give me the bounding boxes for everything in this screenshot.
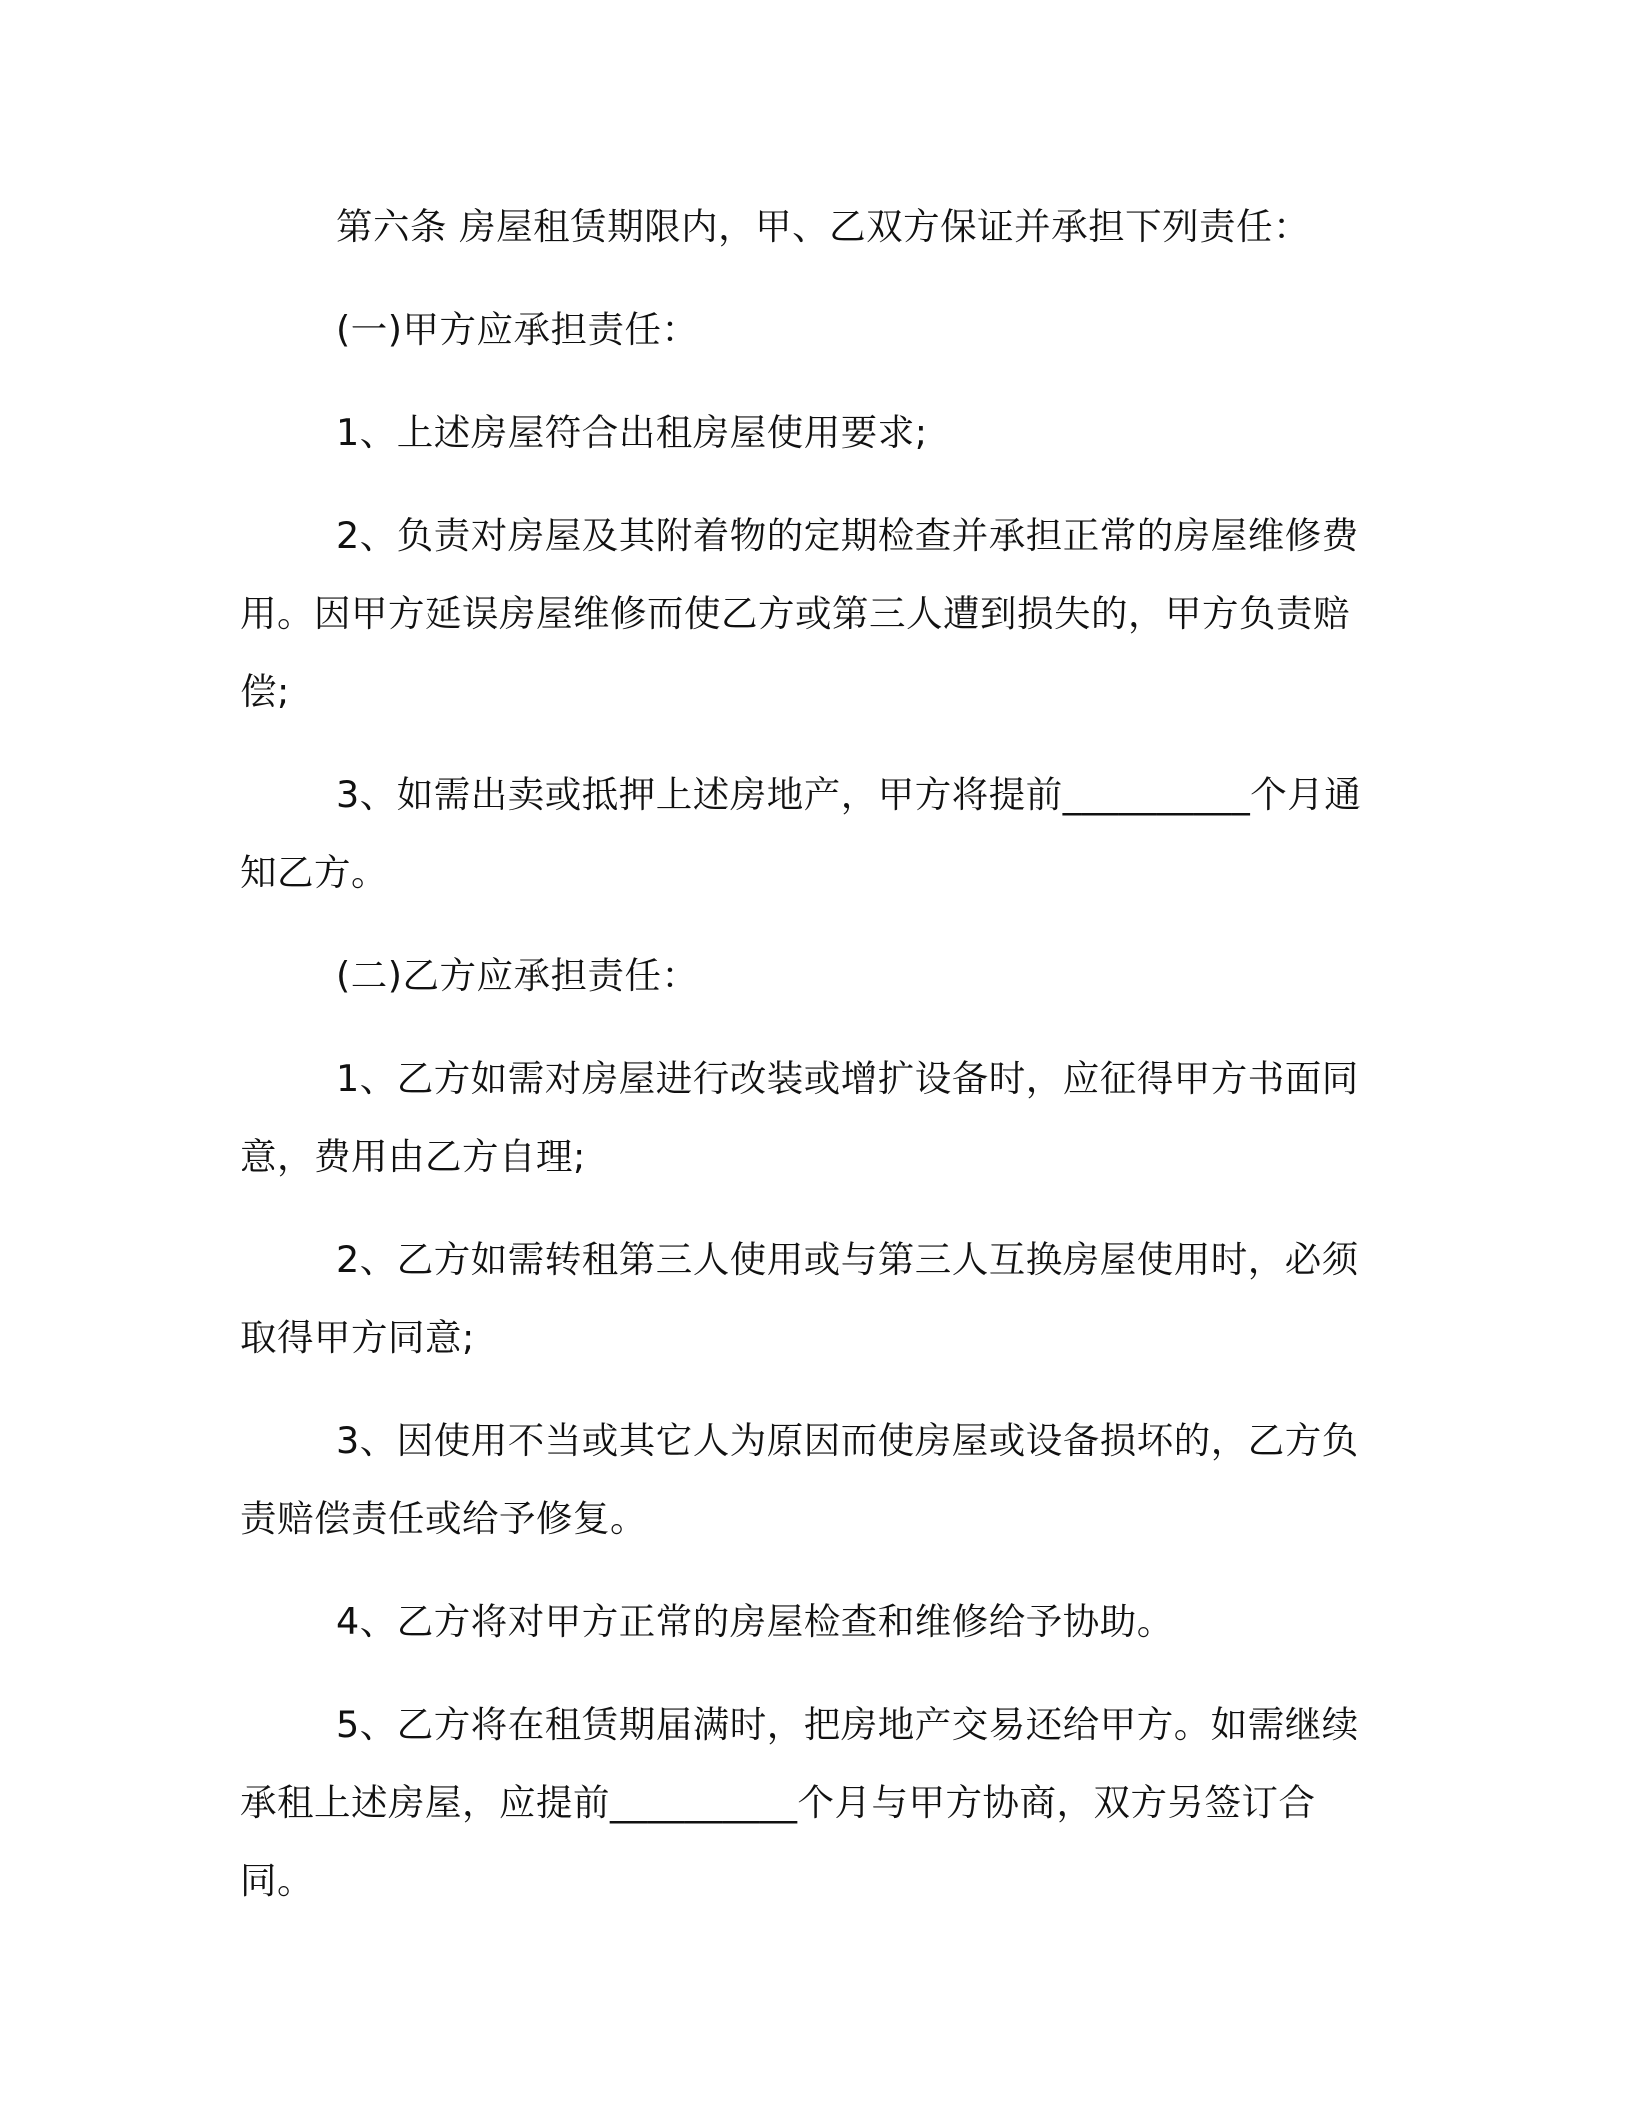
document-body [240,188,1375,1945]
party-a-item-3: 3、如需出卖或抵押上述房地产，甲方将提前__________个月通知乙方。 [240,773,1362,894]
party-b-item-1: 1、乙方如需对房屋进行改装或增扩设备时，应征得甲方书面同意，费用由乙方自理; [240,1057,1359,1178]
party-b-item-4: 4、乙方将对甲方正常的房屋检查和维修给予协助。 [336,1600,1174,1643]
party-b-responsibilities-heading: (二)乙方应承担责任： [336,954,699,997]
party-a-item-1: 1、上述房屋符合出租房屋使用要求; [336,411,928,454]
party-b-item-3: 3、因使用不当或其它人为原因而使房屋或设备损坏的，乙方负责赔偿责任或给予修复。 [240,1419,1359,1540]
article-6-heading: 第六条 房屋租赁期限内，甲、乙双方保证并承担下列责任： [336,205,1311,248]
party-a-responsibilities-heading: (一)甲方应承担责任： [336,308,699,351]
party-b-item-5: 5、乙方将在租赁期届满时，把房地产交易还给甲方。如需继续承租上述房屋，应提前__________个月与甲方协商，双方另签订合同。 [240,1703,1359,1902]
party-a-item-2: 2、负责对房屋及其附着物的定期检查并承担正常的房屋维修费用。因甲方延误房屋维修而使乙方或第三人遭到损失的，甲方负责赔偿; [240,514,1359,713]
party-b-item-2: 2、乙方如需转租第三人使用或与第三人互换房屋使用时，必须取得甲方同意; [240,1238,1359,1359]
